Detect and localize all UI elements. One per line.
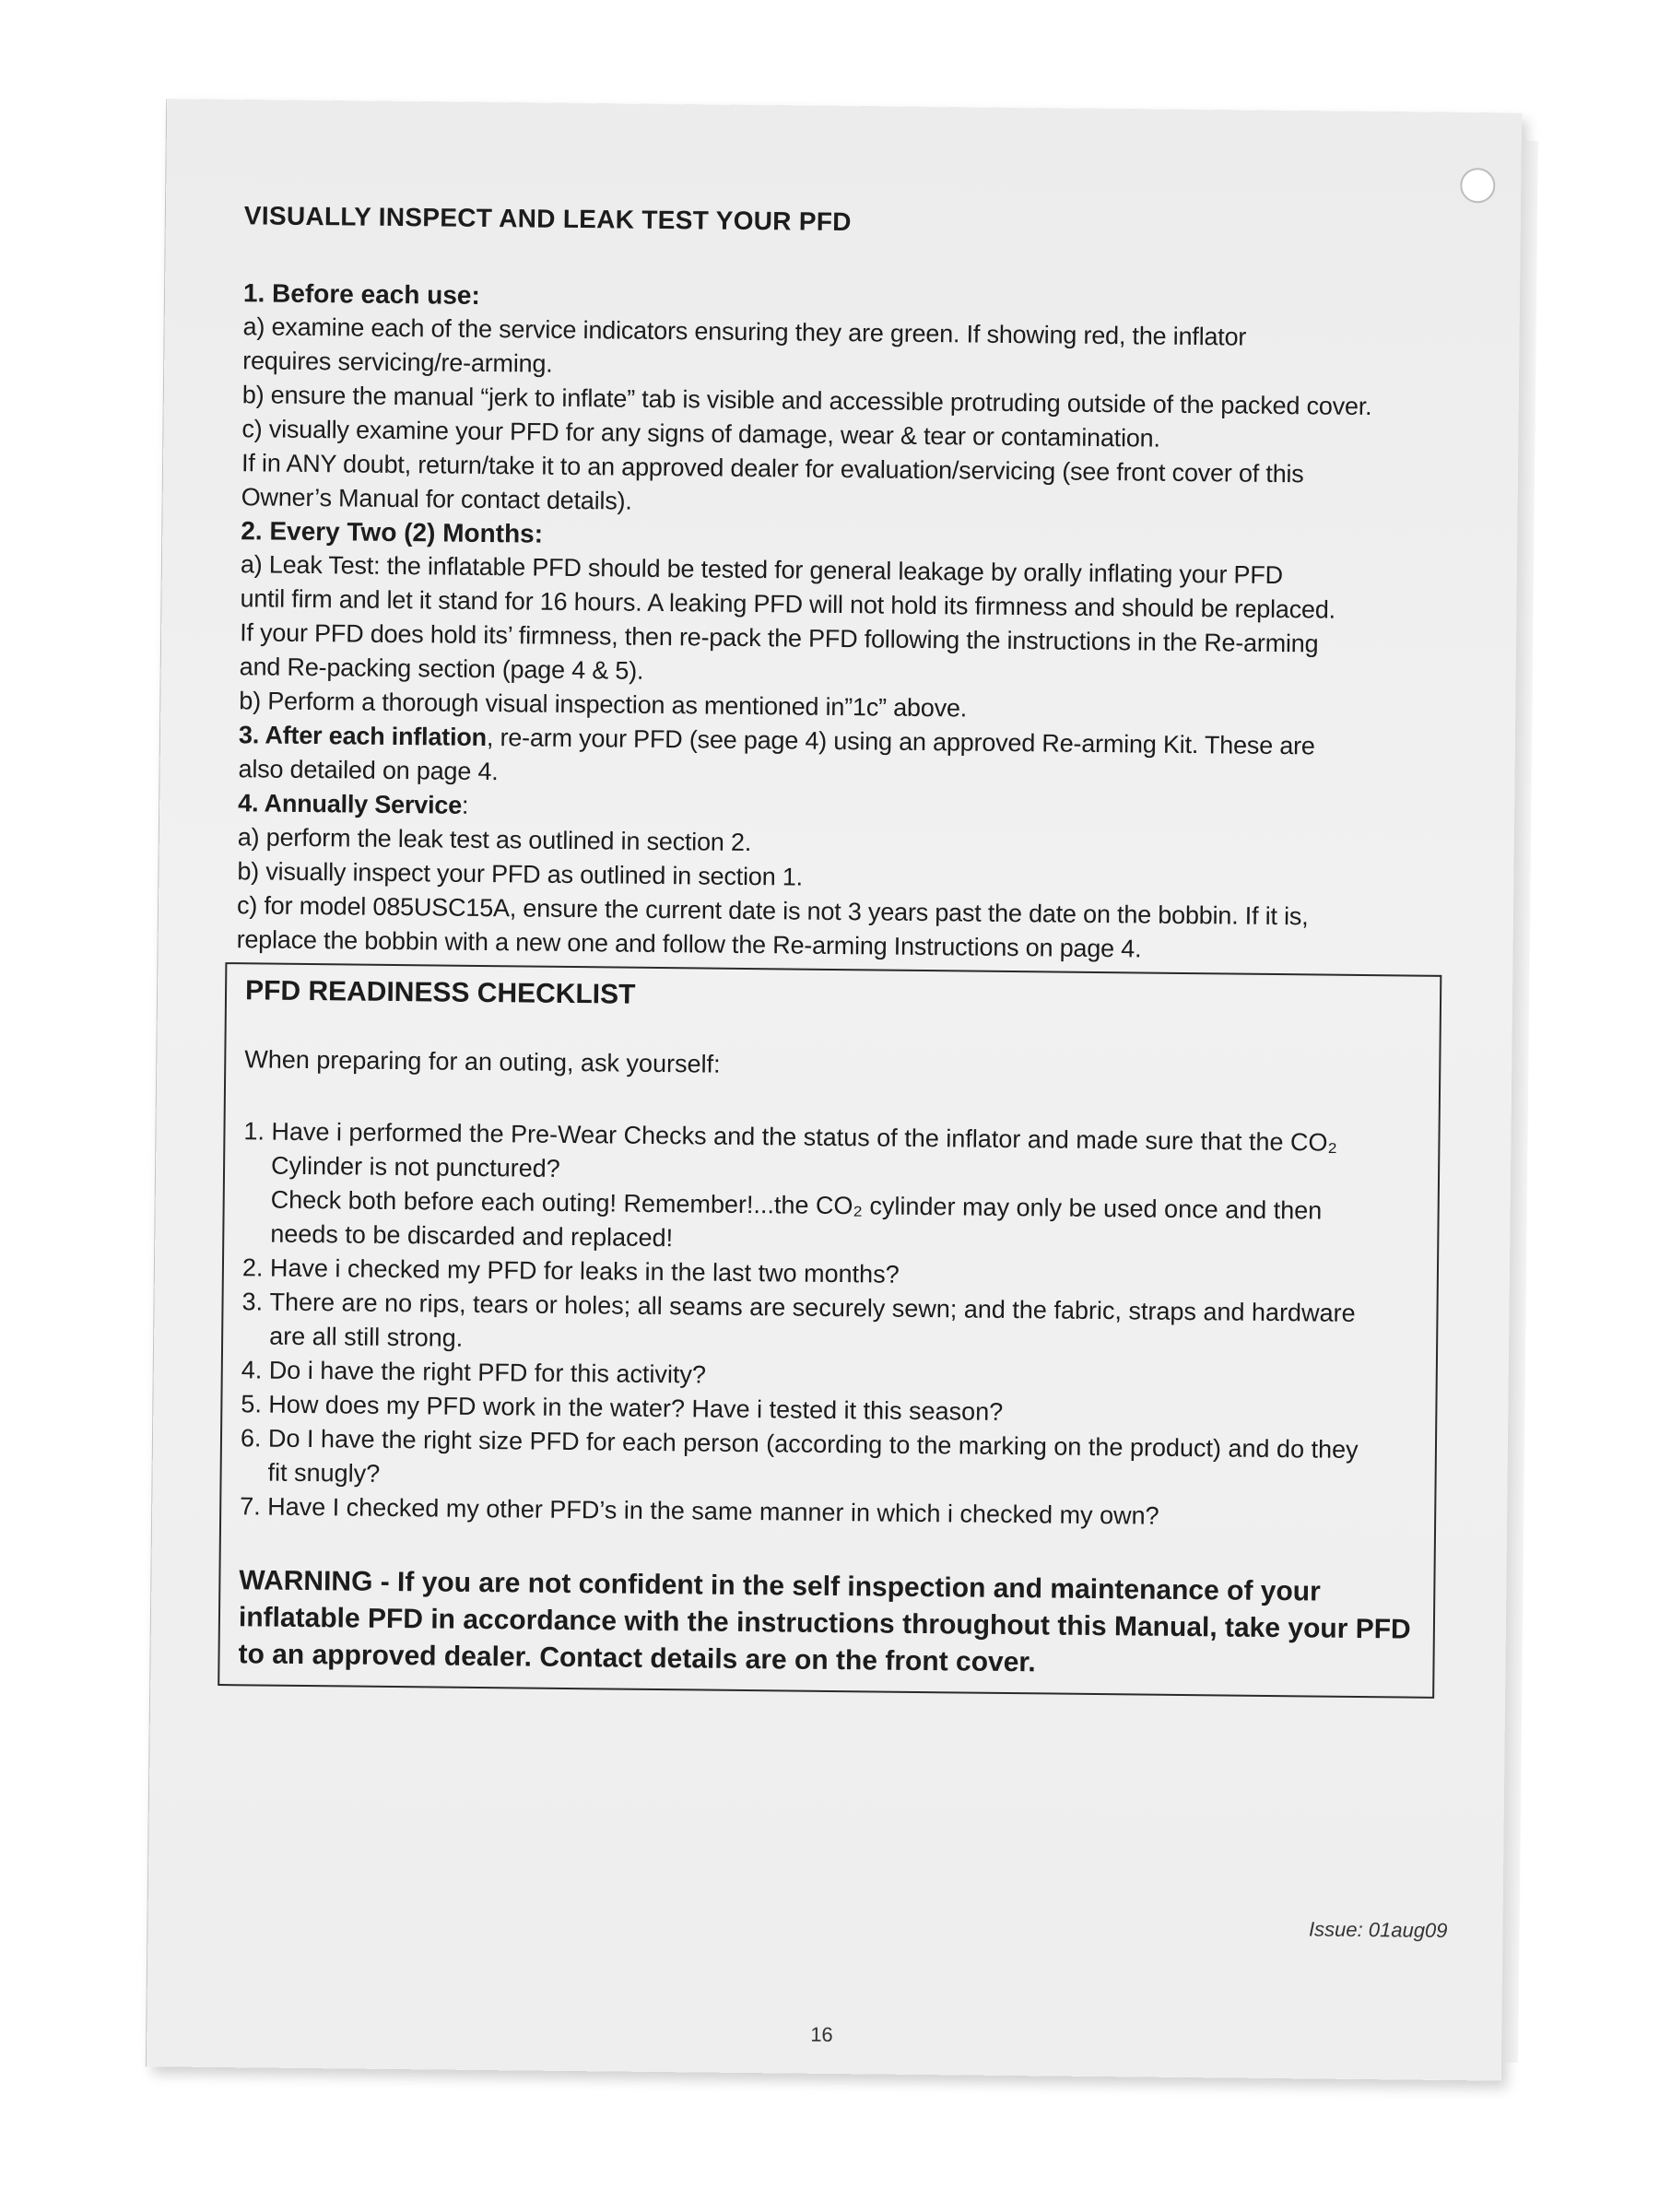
checklist-item-number: 3.	[241, 1288, 264, 1316]
section-1-line: a) examine each of the service indicators ensuring they are green. If showing red, the inflator	[242, 312, 1247, 351]
checklist-item-line: needs to be discarded and replaced!	[270, 1219, 674, 1253]
section-4-line: a) perform the leak test as outlined in section 2.	[237, 823, 752, 857]
section-2-line: a) Leak Test: the inflatable PFD should be tested for general leakage by orally inflating your PFD	[240, 550, 1284, 590]
checklist-item-line: Have I checked my other PFD’s in the same manner in which i checked my own?	[267, 1492, 1159, 1530]
binder-hole	[1460, 168, 1495, 203]
section-4-heading-bold: 4. Annually Service	[238, 789, 463, 819]
checklist-title: PFD READINESS CHECKLIST	[244, 975, 636, 1010]
section-2-line: until firm and let it stand for 16 hours. A leaking PFD will not hold its firmness and should be replaced.	[240, 584, 1336, 624]
section-4-line: b) visually inspect your PFD as outlined in section 1.	[237, 857, 804, 891]
checklist-item-number: 5.	[241, 1390, 263, 1418]
section-4-line: replace the bobbin with a new one and follow the Re-arming Instructions on page 4.	[236, 925, 1142, 963]
section-1-line: requires servicing/re-arming.	[242, 347, 553, 378]
checklist-item-text	[270, 1115, 1419, 1264]
checklist-item-line: Do i have the right PFD for this activity?	[268, 1356, 707, 1389]
section-2-line: and Re-packing section (page 4 & 5).	[239, 653, 644, 685]
warning-text: WARNING - If you are not confident in the self inspection and maintenance of your inflatable PFD in accordance with the instructions throughout this Manual, take your PFD to an approved dealer. Contact details are on the front cover.	[238, 1565, 1411, 1678]
checklist-item-text	[269, 1286, 1418, 1366]
readiness-checklist-box	[218, 962, 1441, 1699]
page-edge	[1501, 141, 1538, 2063]
section-1-line: b) ensure the manual “jerk to inflate” tab is visible and accessible protruding outside of the packed cover.	[241, 381, 1372, 421]
checklist-item-line: There are no rips, tears or holes; all seams are securely sewn; and the fabric, straps and hardware	[269, 1288, 1356, 1327]
checklist-item-number: 2.	[241, 1253, 264, 1282]
checklist-item	[242, 1114, 1419, 1263]
section-1-line: c) visually examine your PFD for any signs of damage, wear & tear or contamination.	[241, 415, 1160, 453]
section-2-heading: 2. Every Two (2) Months:	[241, 516, 544, 548]
section-2-line: b) Perform a thorough visual inspection as mentioned in”1c” above.	[239, 687, 968, 723]
section-1-heading: 1. Before each use:	[242, 278, 480, 310]
checklist-intro: When preparing for an outing, ask yourself:	[244, 1045, 721, 1078]
checklist-item-number: 1.	[243, 1117, 265, 1146]
manual-page	[147, 99, 1522, 2080]
section-4-line: c) for model 085USC15A, ensure the current date is not 3 years past the date on the bobbin. If it is,	[236, 891, 1309, 931]
page-number: 16	[810, 2022, 833, 2047]
checklist-item-line: Check both before each outing! Remember!...the CO₂ cylinder may only be used once and then	[270, 1185, 1323, 1225]
checklist-item-line: Have i performed the Pre-Wear Checks and the status of the inflator and made sure that the CO₂	[271, 1117, 1338, 1157]
page-title: VISUALLY INSPECT AND LEAK TEST YOUR PFD	[243, 201, 852, 237]
checklist-item	[241, 1285, 1418, 1365]
checklist-item-line: are all still strong.	[269, 1322, 464, 1352]
checklist-item-number: 7.	[240, 1492, 261, 1521]
section-4-heading-rest: :	[461, 791, 469, 819]
section-3-line: also detailed on page 4.	[238, 755, 499, 786]
checklist-item-line: Cylinder is not punctured?	[270, 1151, 560, 1182]
checklist-item-text	[267, 1422, 1417, 1502]
checklist-item-line: Have i checked my PFD for leaks in the last two months?	[269, 1253, 900, 1288]
checklist-item-line: Do I have the right size PFD for each person (according to the marking on the product) and do they	[267, 1424, 1359, 1464]
section-2-line: If your PFD does hold its’ firmness, then re-pack the PFD following the instructions in the Re-arming	[240, 618, 1319, 658]
checklist-item-number: 4.	[241, 1356, 263, 1384]
page-content	[229, 201, 1470, 1699]
checklist-items	[240, 1114, 1420, 1535]
section-3-heading-rest: , re-arm your PFD (see page 4) using an approved Re-arming Kit. These are	[486, 724, 1315, 760]
section-3-heading-bold: 3. After each inflation	[238, 721, 488, 752]
checklist-item-line: fit snugly?	[267, 1458, 381, 1488]
checklist-item-number: 6.	[240, 1424, 262, 1453]
section-1-line: If in ANY doubt, return/take it to an approved dealer for evaluation/servicing (see front cover of this	[241, 449, 1304, 488]
section-1-line: Owner’s Manual for contact details).	[241, 483, 632, 515]
issue-date: Issue: 01aug09	[1308, 1917, 1448, 1943]
checklist-item-line: How does my PFD work in the water? Have i tested it this season?	[268, 1390, 1004, 1426]
checklist-item	[240, 1421, 1417, 1501]
